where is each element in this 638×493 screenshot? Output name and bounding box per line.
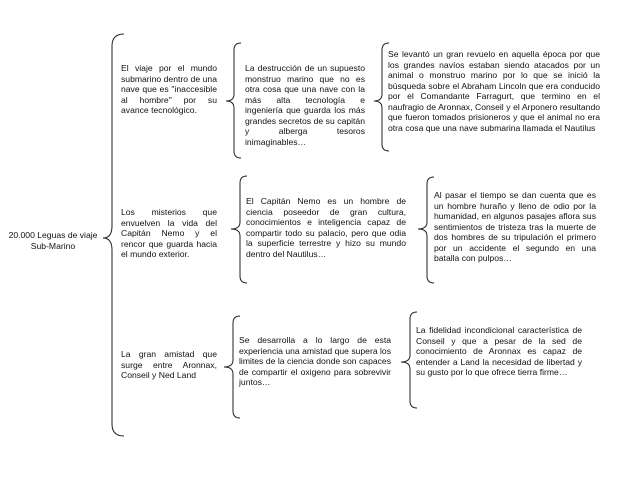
branch-1-bracket [226,43,241,158]
branch-3-detail-bracket [401,312,417,408]
branch-1-topic: El viaje por el mundo submarino dentro de una nave que es "inaccesible al hombre" por su avance tecnológico. [121,63,217,115]
branch-2-bracket [231,176,247,283]
branch-2-topic: Los misterios que envuelven la vida del Capitán Nemo y el rencor que guarda hacia el mundo exterior. [121,207,217,259]
branch-2-detail-bracket [418,177,434,283]
branch-2-detail-2: Al pasar el tiempo se dan cuenta que es un hombre huraño y lleno de odio por la humanidad, en algunos pasajes aflora sus sentimientos de tristeza tras la muerte de dos hombres de su tripulación el primero por un accidente el segundo en una batalla con pulpos… [434,190,596,263]
branch-1-detail-2: Se levantó un gran revuelo en aquella época por que los grandes navíos estaban siendo atacados por un animal o monstruo marino por lo que se inició la búsqueda sobre el Abraham Lincoln que era conducido por el Comandante Farragurt, que termino en el naufragio de Aronnax, Conseil y el Arponero resultando que fueron tomados prisioneros y que el animal no era otra cosa que una nave submarina llamada el Nautilus [388,49,600,133]
branch-2-detail-1: El Capitán Nemo es un hombre de ciencia poseedor de gran cultura, conocimientos e inteligencia capaz de compartir todo su palacio, pero que odia la superficie terrestre y hizo su mundo dentro del Nautilus… [246,196,406,259]
branch-1-detail-bracket [374,43,389,151]
branch-3-bracket [224,316,240,418]
root-title: 20.000 Leguas de viaje Sub-Marino [8,230,98,251]
branch-3-detail-2: La fidelidad incondicional característica de Conseil y que a pesar de la sed de conocimiento de Aronnax es capaz de entender a Land la necesidad de libertad y su gusto por lo que ofrece tierra firme… [416,325,582,377]
branch-3-topic: La gran amistad que surge entre Aronnax, Conseil y Ned Land [121,349,217,380]
branch-1-detail-1: La destrucción de un supuesto monstruo marino que no es otra cosa que una nave con la más alta tecnología e ingeniería que guarda los más grandes secretos de su capitán y alberga tesoros inimaginables… [245,63,365,147]
branch-3-detail-1: Se desarrolla a lo largo de esta experiencia una amistad que supera los limites de la ciencia donde son capaces de compartir el oxigeno para sobrevivir juntos… [239,335,391,387]
